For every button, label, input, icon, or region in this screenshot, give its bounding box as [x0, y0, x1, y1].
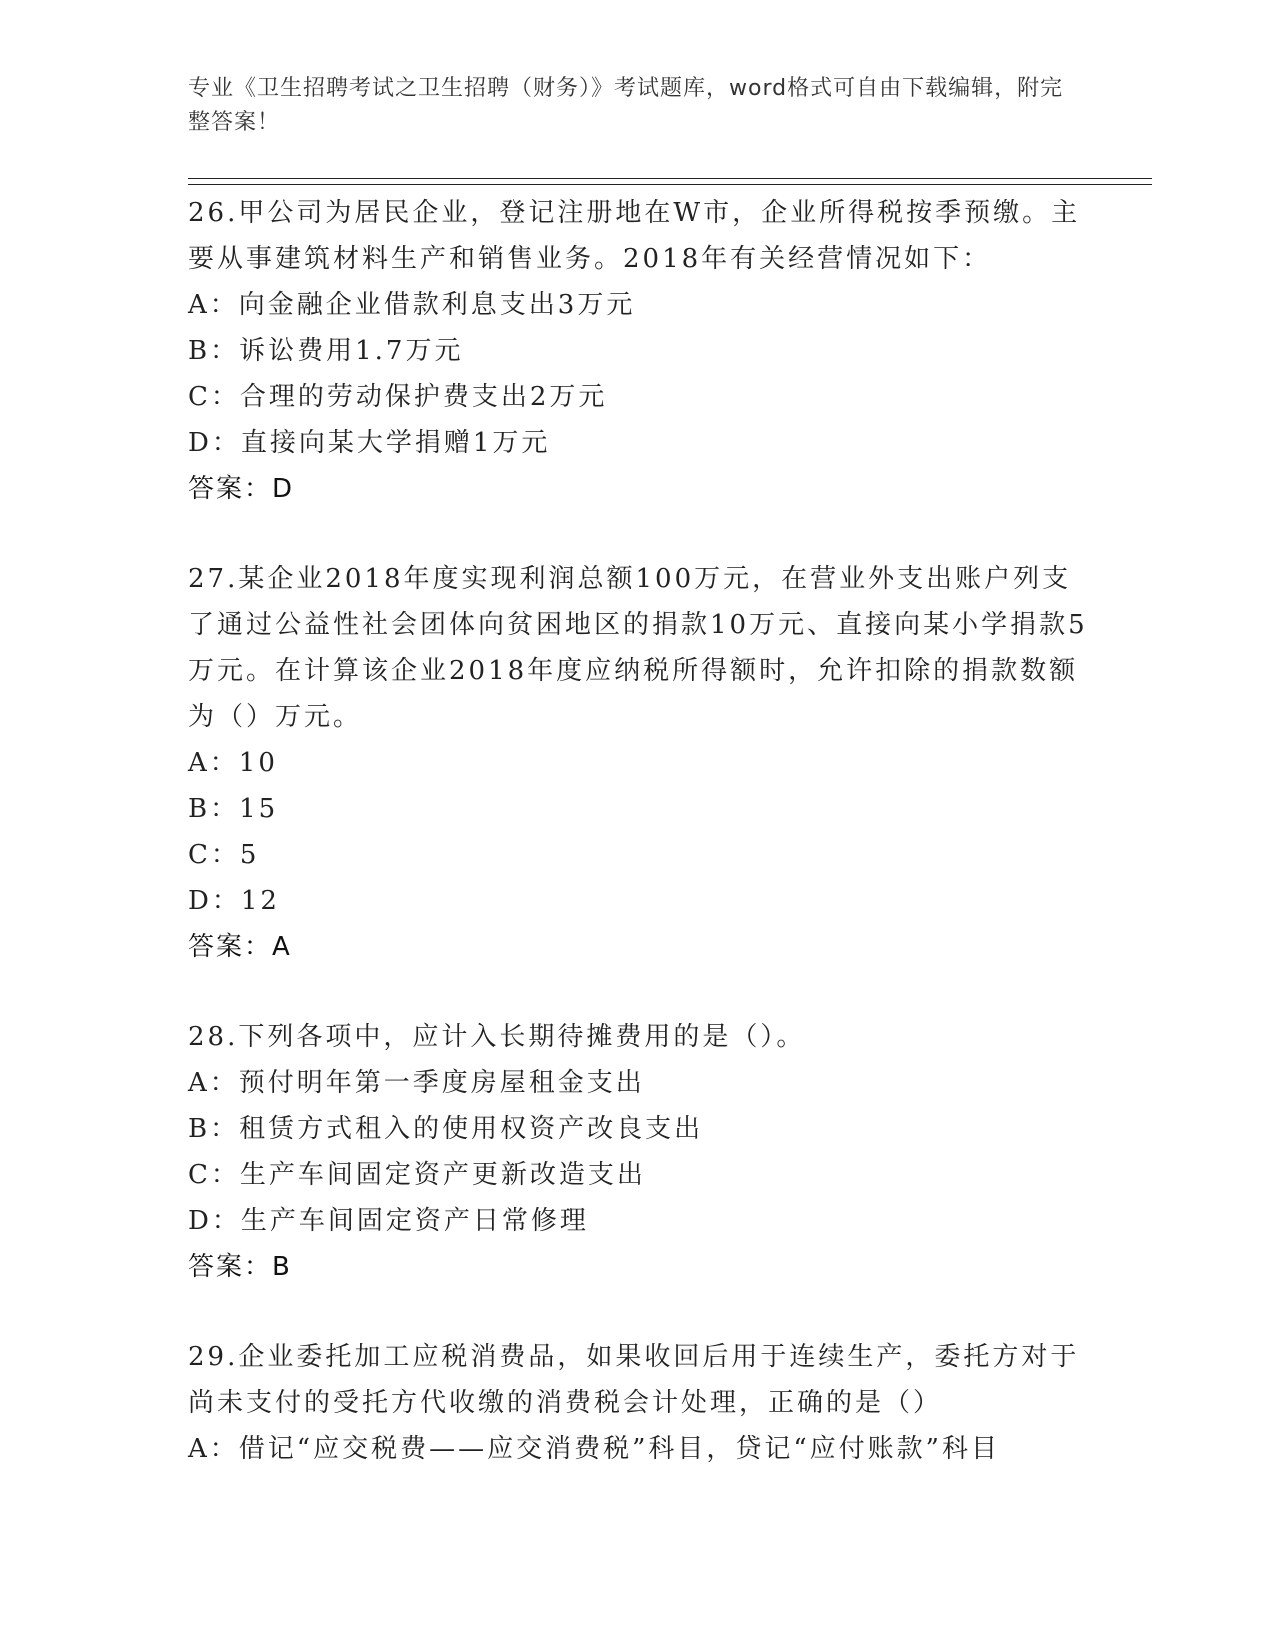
answer-text: 答案：B [188, 1252, 292, 1282]
option-a: A：10 [188, 748, 278, 778]
option-a: A：借记“应交税费——应交消费税”科目，贷记“应付账款”科目 [188, 1434, 1000, 1464]
question-list [188, 190, 1088, 1516]
option-b: B：诉讼费用1.7万元 [188, 336, 464, 366]
question-28 [188, 1014, 1088, 1290]
option-c: C：合理的劳动保护费支出2万元 [188, 382, 608, 412]
option-a: A：预付明年第一季度房屋租金支出 [188, 1068, 645, 1098]
document-header: 专业《卫生招聘考试之卫生招聘（财务）》考试题库，word格式可自由下载编辑，附完整答案！ [188, 76, 1064, 135]
answer-text: 答案：D [188, 474, 295, 504]
option-c: C：生产车间固定资产更新改造支出 [188, 1160, 646, 1190]
answer-text: 答案：A [188, 932, 292, 962]
option-b: B：租赁方式租入的使用权资产改良支出 [188, 1114, 704, 1144]
question-26 [188, 190, 1088, 512]
header-divider-bottom [188, 184, 1152, 185]
option-d: D：生产车间固定资产日常修理 [188, 1206, 589, 1236]
option-d: D：12 [188, 886, 280, 916]
question-text: 29.企业委托加工应税消费品，如果收回后用于连续生产，委托方对于尚未支付的受托方代收缴的消费税会计处理，正确的是（） [188, 1342, 1080, 1418]
question-text: 28.下列各项中，应计入长期待摊费用的是（）。 [188, 1022, 806, 1052]
option-a: A：向金融企业借款利息支出3万元 [188, 290, 636, 320]
option-c: C：5 [188, 840, 260, 870]
option-b: B：15 [188, 794, 279, 824]
question-29 [188, 1334, 1088, 1472]
question-27 [188, 556, 1088, 970]
question-text: 27.某企业2018年度实现利润总额100万元，在营业外支出账户列支了通过公益性社会团体向贫困地区的捐款10万元、直接向某小学捐款5万元。在计算该企业2018年度应纳税所得额时，允许扣除的捐款数额为（）万元。 [188, 564, 1088, 732]
question-text: 26.甲公司为居民企业，登记注册地在W市，企业所得税按季预缴。主要从事建筑材料生产和销售业务。2018年有关经营情况如下： [188, 198, 1081, 274]
header-divider-top [188, 178, 1152, 179]
option-d: D：直接向某大学捐赠1万元 [188, 428, 551, 458]
